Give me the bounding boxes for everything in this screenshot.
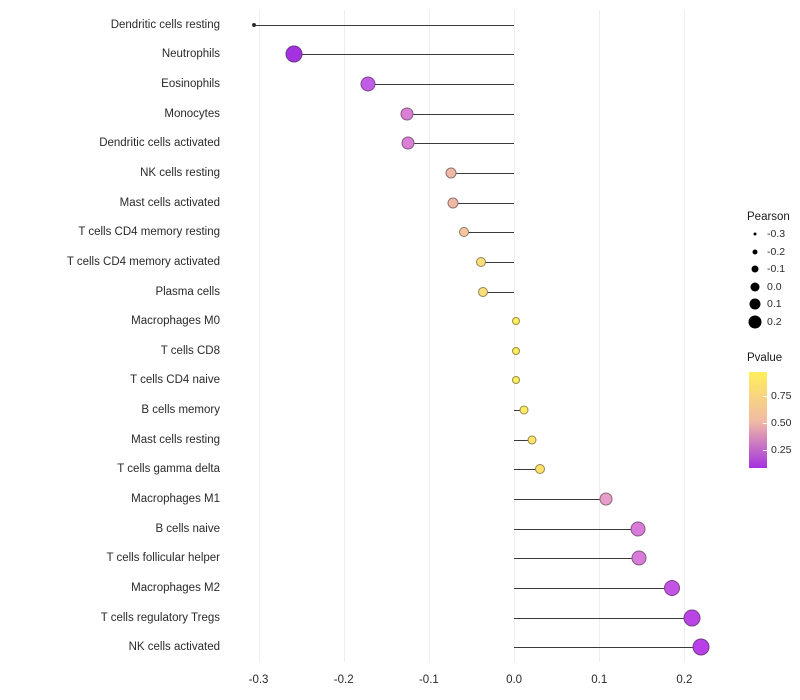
y-axis-category-label: NK cells activated xyxy=(128,641,220,654)
data-point[interactable] xyxy=(512,317,520,325)
lollipop-stem xyxy=(453,203,514,204)
y-axis-category-label: T cells CD8 xyxy=(160,344,220,357)
lollipop-stem xyxy=(514,647,701,648)
lollipop-stem xyxy=(451,173,514,174)
lollipop-stem xyxy=(464,232,514,233)
data-point[interactable] xyxy=(535,464,545,474)
data-point[interactable] xyxy=(476,257,486,267)
legend-size-label: -0.3 xyxy=(767,228,786,240)
y-axis-category-label: Mast cells activated xyxy=(119,196,220,209)
lollipop-stem xyxy=(407,114,514,115)
gridline-vertical xyxy=(599,10,600,662)
legend-title-pearson: Pearson xyxy=(747,211,790,223)
data-point[interactable] xyxy=(478,287,488,297)
gridline-vertical xyxy=(514,10,515,662)
colorbar-tick xyxy=(763,396,767,397)
y-axis-category-label: Macrophages M2 xyxy=(131,581,220,594)
x-tick-label: 0.2 xyxy=(676,674,693,686)
colorbar-tick xyxy=(763,450,767,451)
data-point[interactable] xyxy=(286,46,303,63)
y-axis-category-label: T cells gamma delta xyxy=(117,463,220,476)
x-tick-label: 0.1 xyxy=(591,674,608,686)
data-point[interactable] xyxy=(632,551,647,566)
y-axis-category-label: Macrophages M0 xyxy=(131,315,220,328)
x-tick-label: -0.2 xyxy=(333,674,354,686)
lollipop-stem xyxy=(514,588,672,589)
y-axis-category-label: Eosinophils xyxy=(161,78,220,91)
y-axis-category-label: B cells memory xyxy=(141,404,220,417)
x-tick-label: -0.3 xyxy=(248,674,269,686)
data-point[interactable] xyxy=(684,609,701,626)
colorbar-tick-label: 0.50 xyxy=(771,416,792,429)
data-point[interactable] xyxy=(520,406,529,415)
y-axis-category-label: T cells follicular helper xyxy=(106,552,220,565)
y-axis-category-label: T cells CD4 naive xyxy=(130,374,220,387)
x-tick-label: 0.0 xyxy=(506,674,523,686)
colorbar-tick-label: 0.75 xyxy=(771,389,792,402)
data-point[interactable] xyxy=(631,521,646,536)
lollipop-stem xyxy=(514,499,606,500)
y-axis-category-label: T cells regulatory Tregs xyxy=(100,611,220,624)
lollipop-stem xyxy=(294,54,514,55)
x-tick-label: -0.1 xyxy=(418,674,439,686)
lollipop-stem xyxy=(254,25,514,26)
y-axis-category-label: Neutrophils xyxy=(161,48,220,61)
gridline-vertical xyxy=(344,10,345,662)
legend-size-label: 0.2 xyxy=(767,315,782,328)
legend-title-pvalue: Pvalue xyxy=(747,352,783,364)
data-point[interactable] xyxy=(360,77,375,92)
data-point[interactable] xyxy=(692,639,709,656)
y-axis-category-label: NK cells resting xyxy=(140,167,220,179)
y-axis-category-label: Mast cells resting xyxy=(131,433,220,446)
colorbar-pvalue xyxy=(749,372,767,468)
legend-size-label: -0.1 xyxy=(767,263,786,275)
lollipop-stem xyxy=(514,558,639,559)
legend-size-label: 0.0 xyxy=(767,280,782,293)
legend-size-swatch xyxy=(754,233,757,236)
data-point[interactable] xyxy=(252,23,256,27)
data-point[interactable] xyxy=(512,347,520,355)
y-axis-category-label: Plasma cells xyxy=(155,285,220,298)
legend-size-label: -0.2 xyxy=(767,245,786,258)
lollipop-stem xyxy=(408,143,514,144)
legend-size-swatch xyxy=(751,282,760,291)
lollipop-stem xyxy=(514,529,638,530)
gridline-vertical xyxy=(684,10,685,662)
gridline-vertical xyxy=(259,10,260,662)
lollipop-stem xyxy=(514,618,692,619)
data-point[interactable] xyxy=(664,580,680,596)
y-axis-category-label: T cells CD4 memory resting xyxy=(78,226,220,239)
y-axis-category-label: Monocytes xyxy=(164,107,220,120)
data-point[interactable] xyxy=(600,493,613,506)
legend-size-swatch xyxy=(750,299,761,310)
y-axis-category-label: Dendritic cells resting xyxy=(110,18,220,31)
legend-size-swatch xyxy=(752,266,759,273)
legend-size-swatch xyxy=(749,315,762,328)
data-point[interactable] xyxy=(447,197,458,208)
data-point[interactable] xyxy=(527,435,536,444)
legend-size-label: 0.1 xyxy=(767,298,782,310)
data-point[interactable] xyxy=(446,168,457,179)
colorbar-tick-label: 0.25 xyxy=(771,443,792,456)
y-axis-category-label: Dendritic cells activated xyxy=(99,137,220,150)
data-point[interactable] xyxy=(402,137,415,150)
gridline-vertical xyxy=(429,10,430,662)
data-point[interactable] xyxy=(512,376,520,384)
data-point[interactable] xyxy=(459,227,469,237)
y-axis-category-label: Macrophages M1 xyxy=(131,493,220,505)
lollipop-stem xyxy=(368,84,514,85)
data-point[interactable] xyxy=(400,107,413,120)
colorbar-tick xyxy=(763,423,767,424)
legend-size-swatch xyxy=(753,249,758,254)
y-axis-category-label: B cells naive xyxy=(155,522,220,535)
y-axis-category-label: T cells CD4 memory activated xyxy=(66,255,220,268)
